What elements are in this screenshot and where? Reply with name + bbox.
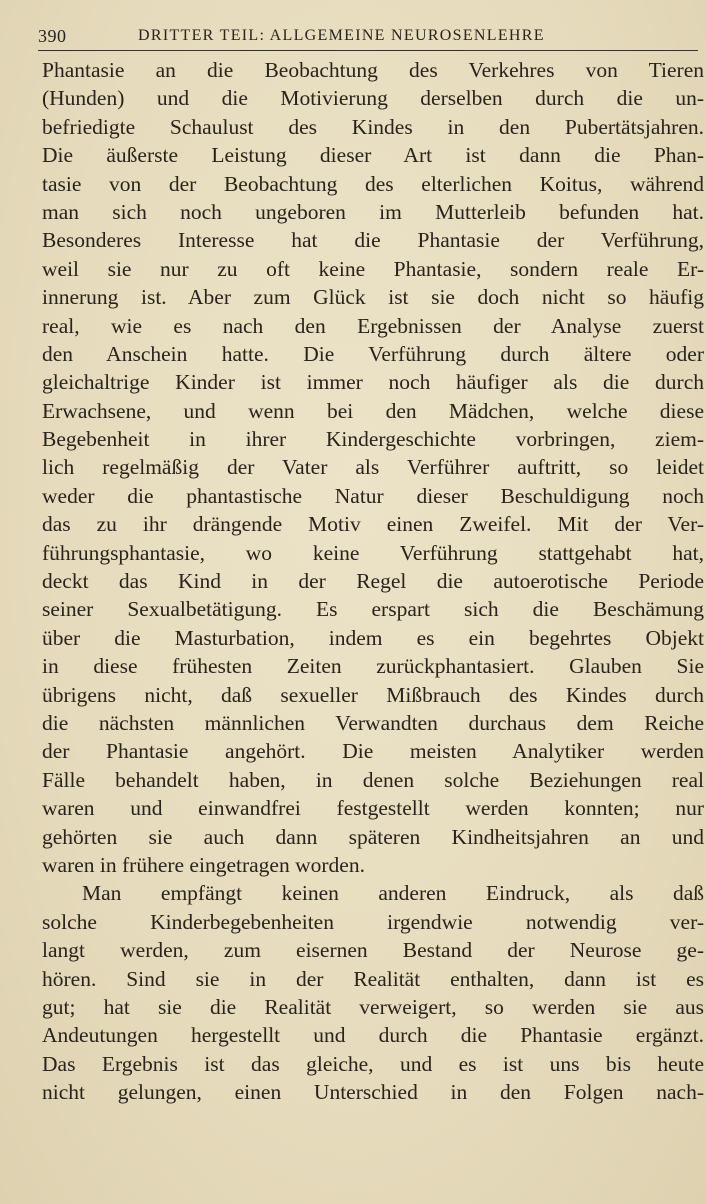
text-line: gehörten sie auch dann späteren Kindheitsjahren an und [42,824,704,849]
text-line: langt werden, zum eisernen Bestand der Neurose ge- [42,938,704,963]
text-line: der Phantasie angehört. Die meisten Analytiker werden [42,739,704,764]
text-line: befriedigte Schaulust des Kindes in den Pubertätsjahren. [42,114,704,139]
body-text [42,56,704,1106]
text-line: weil sie nur zu oft keine Phantasie, sondern reale Er- [42,256,704,281]
text-line: führungsphantasie, wo keine Verführung stattgehabt hat, [42,540,704,565]
text-line: Das Ergebnis ist das gleiche, und es ist uns bis heute [42,1051,704,1076]
text-line: Die äußerste Leistung dieser Art ist dann die Phan- [42,143,704,168]
text-line: die nächsten männlichen Verwandten durchaus dem Reiche [42,710,704,735]
text-line: gleichaltrige Kinder ist immer noch häufiger als die durch [42,370,704,395]
text-line: deckt das Kind in der Regel die autoerotische Periode [42,569,704,594]
text-line: nicht gelungen, einen Unterschied in den Folgen nach- [42,1080,704,1105]
paragraph-start-line: Man empfängt keinen anderen Eindruck, als daß [82,881,704,906]
text-line: Andeutungen hergestellt und durch die Phantasie ergänzt. [42,1023,704,1048]
running-head: DRITTER TEIL: ALLGEMEINE NEUROSENLEHRE [138,27,545,44]
text-line: Fälle behandelt haben, in denen solche Beziehungen real [42,767,704,792]
text-line: Besonderes Interesse hat die Phantasie der Verführung, [42,228,704,253]
text-line: (Hunden) und die Motivierung derselben durch die un- [42,86,704,111]
page-header [38,24,698,51]
text-line: über die Masturbation, indem es ein begehrtes Objekt [42,625,704,650]
paragraph-end-line: waren in frühere eingetragen worden. [42,852,365,877]
text-line: hören. Sind sie in der Realität enthalten, dann ist es [42,966,704,991]
text-line: waren und einwandfrei festgestellt werden konnten; nur [42,796,704,821]
text-line: man sich noch ungeboren im Mutterleib befunden hat. [42,199,704,224]
page-number: 390 [38,26,67,46]
text-line: gut; hat sie die Realität verweigert, so werden sie aus [42,994,704,1019]
text-line: seiner Sexualbetätigung. Es erspart sich die Beschämung [42,597,704,622]
text-line: den Anschein hatte. Die Verführung durch ältere oder [42,341,704,366]
text-line: das zu ihr drängende Motiv einen Zweifel. Mit der Ver- [42,512,704,537]
text-line: in diese frühesten Zeiten zurückphantasiert. Glauben Sie [42,654,704,679]
text-line: Erwachsene, und wenn bei den Mädchen, welche diese [42,398,704,423]
text-line: Phantasie an die Beobachtung des Verkehres von Tieren [42,58,704,82]
text-line: innerung ist. Aber zum Glück ist sie doch nicht so häufig [42,285,704,310]
text-line: solche Kinderbegebenheiten irgendwie notwendig ver- [42,909,704,934]
text-line: Begebenheit in ihrer Kindergeschichte vorbringen, ziem- [42,427,704,452]
text-line: weder die phantastische Natur dieser Beschuldigung noch [42,483,704,508]
text-line: tasie von der Beobachtung des elterlichen Koitus, während [42,171,704,196]
text-line: übrigens nicht, daß sexueller Mißbrauch des Kindes durch [42,682,704,707]
text-line: lich regelmäßig der Vater als Verführer auftritt, so leidet [42,455,704,480]
text-line: real, wie es nach den Ergebnissen der Analyse zuerst [42,313,704,338]
